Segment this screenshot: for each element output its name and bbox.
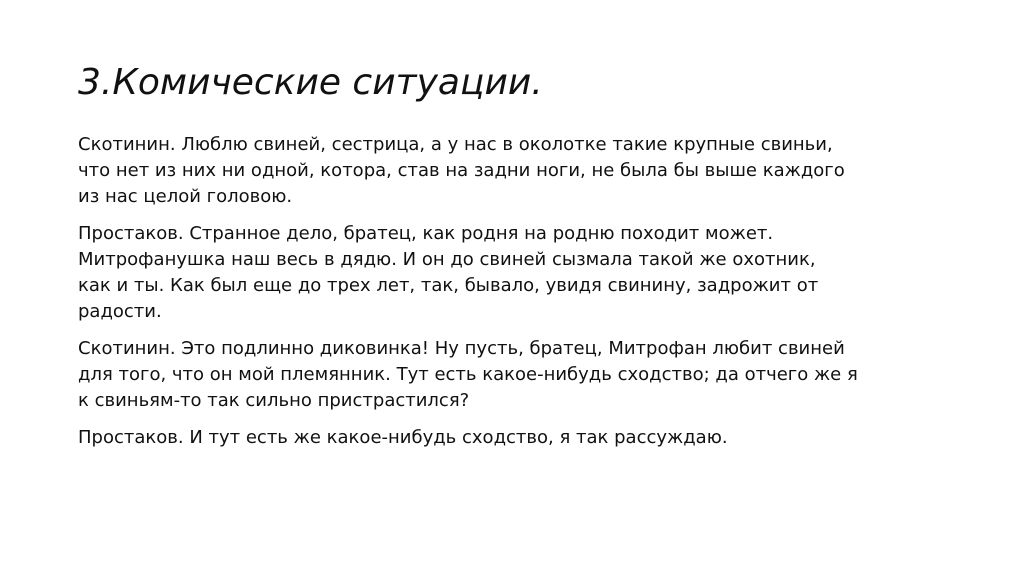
slide-body: [78, 132, 958, 462]
text-line: из нас целой головою.: [78, 186, 293, 207]
text-line: Простаков. И тут есть же какое-нибудь сходство, я так рассуждаю.: [78, 427, 728, 448]
slide-title: 3.Комические ситуации.: [78, 62, 543, 103]
text-line: к свиньям-то так сильно пристрастился?: [78, 390, 470, 411]
text-line: что нет из них ни одной, котора, став на задни ноги, не была бы выше каждого: [78, 160, 845, 181]
text-line: для того, что он мой племянник. Тут есть какое-нибудь сходство; да отчего же я: [78, 364, 858, 385]
paragraph-2: [78, 221, 958, 325]
text-line: Скотинин. Люблю свиней, сестрица, а у нас в околотке такие крупные свиньи,: [78, 134, 833, 155]
text-line: Скотинин. Это подлинно диковинка! Ну пусть, братец, Митрофан любит свиней: [78, 338, 845, 359]
text-line: радости.: [78, 301, 162, 322]
paragraph-4: [78, 425, 958, 451]
paragraph-1: [78, 132, 958, 210]
text-line: Митрофанушка наш весь в дядю. И он до свиней сызмала такой же охотник,: [78, 249, 816, 270]
text-line: как и ты. Как был еще до трех лет, так, бывало, увидя свинину, задрожит от: [78, 275, 819, 296]
paragraph-3: [78, 336, 958, 414]
text-line: Простаков. Странное дело, братец, как родня на родню походит может.: [78, 223, 774, 244]
